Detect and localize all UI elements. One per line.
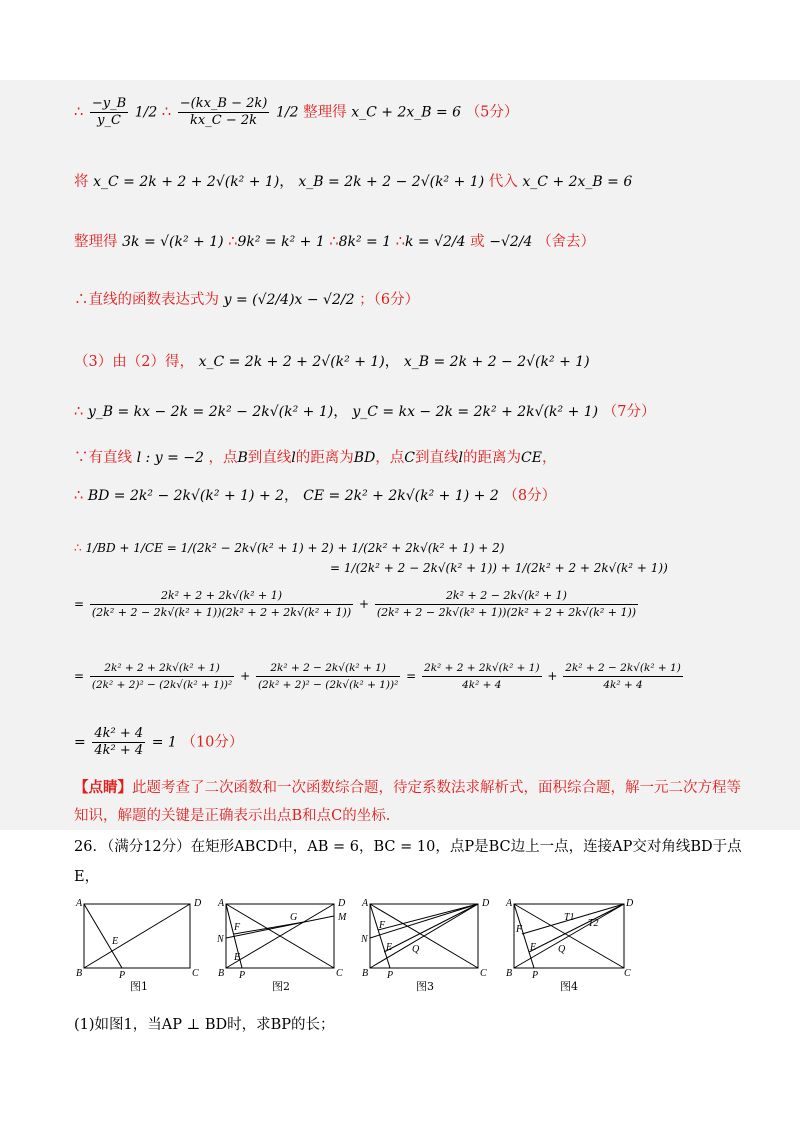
solution-line-12: = $\frac{\text{4k² + 4}}{\text{4k² + 4}}$ = 1 （10分） (74, 726, 244, 758)
comment-tag: 【点睛】 (74, 779, 132, 796)
label-a: A (218, 898, 225, 909)
numerator: 2k² + 2 − 2k√(k² + 1) (256, 660, 400, 677)
step-text: 整理得 (303, 104, 347, 121)
fraction (256, 660, 400, 693)
label-a: A (362, 898, 369, 909)
punctuation: ， (541, 450, 557, 466)
step-text: ∵有直线 (74, 450, 132, 466)
comment-line-1 (74, 778, 741, 798)
point-c: C (404, 450, 416, 466)
label-m: M (338, 912, 347, 923)
step-text: ，点 (375, 450, 405, 466)
label-d: D (338, 898, 346, 909)
label-a: A (506, 898, 513, 909)
equation-yc: y_C = kx − 2k = 2k² + 2k√(k² + 1) (352, 404, 599, 420)
numerator: −y_B (91, 96, 127, 111)
term: 1/(2k² + 2 + 2k√(k² + 1)) (514, 561, 668, 575)
denominator: (2k² + 2)² − (2k√(k² + 1))² (257, 679, 399, 691)
solution-line-11: = $\frac{\text{2k² + 2 + 2k√(k² + 1)}}{\text{(2k² + 2)² − (2k√(k² + 1))²}}$ + $\frac{\text{2k² + 2 − 2k√(k² + 1)}}{\text{(2k² + 2)² − (2k√(k² + 1))²}}$ = $\frac{\text{2k² + 2 + 2k√(k² + 1)}}{\text{4k² + 4}}$ + $\frac{\text{2k² + 2 − 2k√(k² + 1)}}{\text{4k² + 4}}$ (74, 662, 681, 691)
numerator: 2k² + 2 + 2k√(k² + 1) (90, 660, 234, 677)
numerator: −(kx_B − 2k) (179, 96, 268, 111)
numerator: 2k² + 2 − 2k√(k² + 1) (375, 588, 638, 605)
solution-line-10: = $\frac{\text{2k² + 2 + 2k√(k² + 1)}}{\text{(2k² + 2 − 2k√(k² + 1))(2k² + 2 + 2k√(k² + 1))}}$ + $\frac{\text{2k² + 2 − 2k√(k² + 1)}}{\text{(2k² + 2 − 2k√(k² + 1))(2k² + 2 + 2k√(k² + 1))}}$ (74, 589, 637, 619)
label-d: D (482, 898, 490, 909)
denominator: 4k² + 4 (462, 679, 502, 691)
fraction (90, 588, 353, 621)
step-text: （3）由（2）得， (74, 354, 194, 370)
result: = 1 (151, 734, 177, 751)
label-c: C (336, 968, 343, 979)
denominator: (2k² + 2)² − (2k√(k² + 1))² (91, 679, 233, 691)
label-q: Q (558, 944, 566, 955)
score: （5分） (465, 104, 519, 121)
term: 1/(2k² − 2k√(k² + 1) + 2) (180, 541, 334, 555)
label-b: B (218, 968, 225, 979)
caption-figure-2: 图2 (272, 980, 290, 993)
or-text: 或 (470, 234, 485, 250)
solution-line-3: 整理得 3k = √(k² + 1) ∴9k² = k² + 1 ∴8k² = 1 ∴k = √2/4 或 −√2/4 （舍去） (74, 234, 596, 250)
equation: x_C + 2x_B = 6 (351, 104, 462, 121)
step-text: 到直线 (415, 450, 459, 466)
label-f: F (234, 922, 241, 933)
point-b: B (237, 450, 248, 466)
step-text: 到直线 (247, 450, 292, 466)
equation-yb: y_B = kx − 2k = 2k² − 2k√(k² + 1) (87, 404, 334, 420)
step-text: 的距离为 (463, 450, 521, 466)
equation: 8k² = 1 (338, 234, 392, 250)
lhs: 1/BD + 1/CE (85, 541, 163, 555)
segment-bd: BD (353, 450, 376, 466)
step-text: 整理得 (74, 234, 118, 250)
discard-note: （舍去） (537, 234, 596, 250)
denominator: 4k² + 4 (94, 743, 144, 758)
equation-xc: x_C = 2k + 2 + 2√(k² + 1) (93, 174, 280, 190)
solution-line-4 (74, 290, 419, 310)
caption-figure-3: 图3 (416, 980, 434, 993)
fraction (375, 588, 638, 621)
figure-2 (216, 898, 347, 981)
figure-3 (360, 898, 490, 981)
label-e: E (530, 942, 537, 953)
k-alt-value: −√2/4 (489, 234, 533, 250)
equation-bd: BD = 2k² − 2k√(k² + 1) + 2 (87, 488, 285, 504)
label-q: Q (412, 944, 420, 955)
figure-4 (505, 898, 634, 981)
step-text: 将 (74, 174, 89, 190)
score: （10分） (181, 734, 244, 751)
label-f: F (516, 924, 523, 935)
label-e: E (234, 952, 241, 963)
label-b: B (76, 968, 83, 979)
figures-svg (74, 894, 634, 994)
label-c: C (192, 968, 199, 979)
line-equation: y = (√2/4)x − √2/2 (223, 292, 355, 308)
score: （8分） (503, 488, 557, 504)
question-sub-1: (1)如图1，当AP ⊥ BD时，求BP的长； (74, 1017, 335, 1033)
label-e: E (386, 942, 393, 953)
line-l: l : y = −2 (136, 450, 204, 466)
fraction-kx (178, 96, 270, 129)
figure-1 (75, 898, 202, 981)
label-b: B (506, 968, 513, 979)
step-text: 代入 (488, 174, 518, 190)
line-name: l (291, 450, 296, 466)
label-g: G (290, 912, 298, 923)
comment-text: 此题考查了二次函数和一次函数综合题，待定系数法求解析式，面积综合题，解一元二次方程等 (132, 780, 741, 796)
label-n: N (217, 934, 224, 945)
numerator: 2k² + 2 − 2k√(k² + 1) (563, 660, 683, 677)
denominator: (2k² + 2 − 2k√(k² + 1))(2k² + 2 + 2k√(k² + 1)) (376, 606, 637, 619)
label-d: D (194, 898, 202, 909)
label-e: E (112, 936, 119, 947)
equation-xb: x_B = 2k + 2 − 2√(k² + 1) (403, 354, 590, 370)
step-text: ∴直线的函数表达式为 (74, 292, 219, 308)
question-line-1: 26．（满分12分）在矩形ABCD中，AB = 6，BC = 10，点P是BC边上一点，连接AP交对角线BD于点 (74, 839, 742, 855)
score: （7分） (602, 404, 656, 420)
numerator: 2k² + 2 + 2k√(k² + 1) (422, 660, 542, 677)
solution-line-2: 将 x_C = 2k + 2 + 2√(k² + 1)， x_B = 2k + 2 − 2√(k² + 1) 代入 x_C + 2x_B = 6 (74, 174, 633, 190)
label-t2: T2 (588, 918, 599, 929)
fraction-yb-yc (90, 96, 128, 129)
label-t1: T1 (564, 912, 575, 923)
label-p: P (532, 970, 539, 981)
solution-line-6: ∴ y_B = kx − 2k = 2k² − 2k√(k² + 1)， y_C = kx − 2k = 2k² + 2k√(k² + 1) （7分） (74, 404, 656, 420)
therefore-symbol: ∴ (74, 104, 84, 121)
question-line-2: E， (74, 869, 100, 885)
label-b: B (362, 968, 369, 979)
equation-xb: x_B = 2k + 2 − 2√(k² + 1) (298, 174, 485, 190)
solution-line-8: ∴ BD = 2k² − 2k√(k² + 1) + 2， CE = 2k² + 2k√(k² + 1) + 2 （8分） (74, 488, 557, 504)
score: ；（6分） (359, 292, 420, 308)
step-text: ，点 (208, 450, 238, 466)
caption-figure-4: 图4 (560, 980, 578, 993)
denominator: 4k² + 4 (603, 679, 643, 691)
solution-line-9: ∴ 1/BD + 1/CE = 1/(2k² − 2k√(k² + 1) + 2) + 1/(2k² + 2k√(k² + 1) + 2) (74, 541, 505, 555)
label-c: C (624, 968, 631, 979)
line-name: l (458, 450, 463, 466)
label-n: N (361, 934, 368, 945)
solution-line-5: （3）由（2）得， x_C = 2k + 2 + 2√(k² + 1)， x_B = 2k + 2 − 2√(k² + 1) (74, 354, 590, 370)
comment-line-2 (74, 806, 390, 826)
step-text: 的距离为 (295, 450, 354, 466)
equation: 9k² = k² + 1 (237, 234, 325, 250)
label-c: C (480, 968, 487, 979)
numerator: 2k² + 2 + 2k√(k² + 1) (90, 588, 353, 605)
equation: 3k = √(k² + 1) (122, 234, 224, 250)
solution-line-9b: = 1/(2k² + 2 − 2k√(k² + 1)) + 1/(2k² + 2 + 2k√(k² + 1)) (330, 561, 668, 575)
therefore-symbol: ∴ (161, 104, 172, 121)
label-p: P (119, 970, 126, 981)
solution-line-1 (74, 96, 518, 129)
label-f: F (379, 920, 386, 931)
figures-row (74, 894, 634, 994)
term: 1/(2k² + 2 − 2k√(k² + 1)) (343, 561, 497, 575)
label-a: A (76, 898, 83, 909)
denominator: y_C (97, 113, 121, 128)
fraction (563, 660, 683, 693)
fraction (90, 660, 234, 693)
denominator: (2k² + 2 − 2k√(k² + 1))(2k² + 2 + 2k√(k² + 1)) (91, 606, 352, 619)
half-value: 1/2 (134, 104, 158, 121)
comment-text: 知识，解题的关键是正确表示出点B和点C的坐标. (74, 808, 391, 824)
label-d: D (626, 898, 634, 909)
label-p: P (239, 970, 246, 981)
caption-figure-1: 图1 (130, 980, 148, 993)
equation-ce: CE = 2k² + 2k√(k² + 1) + 2 (303, 488, 499, 504)
half-value: 1/2 (275, 104, 299, 121)
fraction (92, 726, 145, 759)
k-value: k = √2/4 (404, 234, 466, 250)
equation: x_C + 2x_B = 6 (522, 174, 633, 190)
segment-ce: CE (521, 450, 542, 466)
label-p: P (387, 970, 394, 981)
denominator: kx_C − 2k (190, 113, 258, 128)
solution-line-7 (74, 448, 556, 468)
fraction (422, 660, 542, 693)
equation-xc: x_C = 2k + 2 + 2√(k² + 1) (198, 354, 385, 370)
term: 1/(2k² + 2k√(k² + 1) + 2) (351, 541, 505, 555)
numerator: 4k² + 4 (94, 726, 144, 741)
